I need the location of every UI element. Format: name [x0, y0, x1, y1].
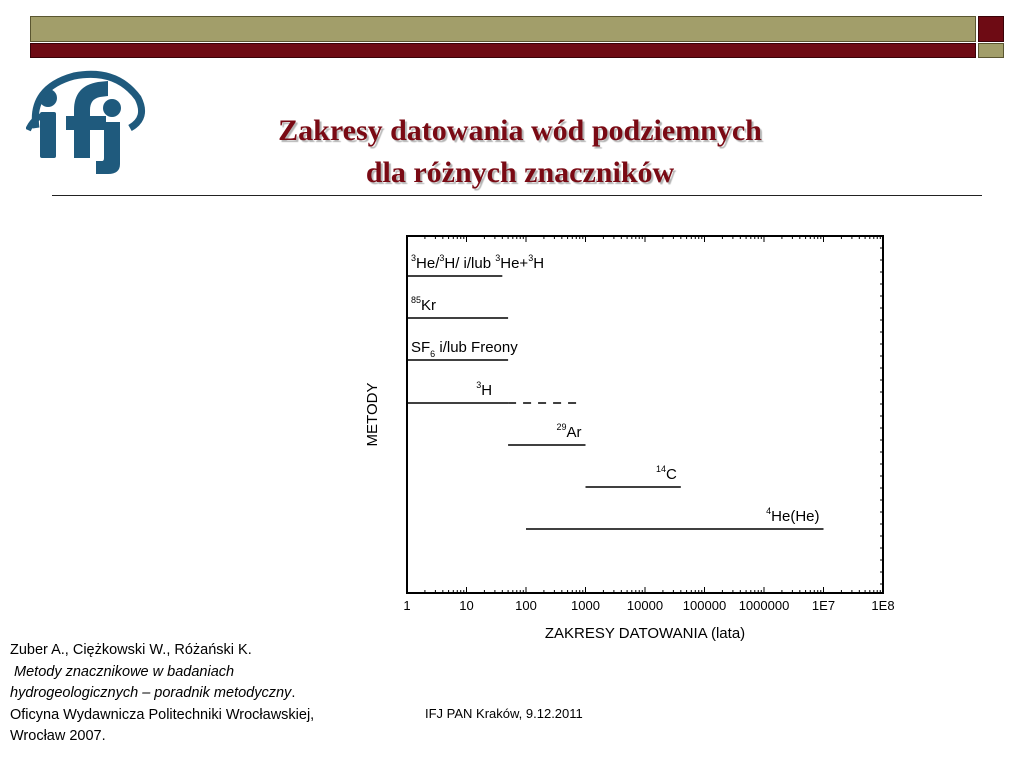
label-superscript: 4	[766, 506, 772, 516]
title-line-2: dla różnych znaczników	[365, 156, 675, 189]
olive-bar	[30, 16, 976, 42]
label-text: Ar	[566, 424, 582, 441]
x-tick-label: 10	[459, 598, 474, 613]
plot-frame	[407, 236, 883, 593]
citation-title-end: .	[291, 685, 296, 701]
label-superscript: 14	[655, 464, 666, 474]
label-text: SF	[411, 339, 431, 356]
x-tick-label: 1E8	[871, 598, 895, 613]
label-superscript: 3	[439, 253, 445, 263]
x-tick-label: 100000	[682, 598, 727, 613]
citation-title-1	[10, 662, 400, 684]
label-text: H	[533, 255, 545, 272]
label-text: H	[481, 382, 493, 399]
maroon-square	[978, 16, 1004, 42]
label-superscript: 3	[411, 253, 417, 263]
x-tick-label: 1000000	[738, 598, 790, 613]
x-tick-label: 1000	[571, 598, 600, 613]
label-text: He/	[416, 255, 440, 272]
citation-place-year: Wrocław 2007.	[10, 728, 106, 744]
label-text: C	[665, 466, 677, 483]
range-bar-label	[476, 380, 492, 399]
range-bar-label	[766, 506, 819, 525]
x-axis-label: ZAKRESY DATOWANIA (lata)	[544, 625, 746, 642]
citation	[10, 640, 400, 748]
range-bar-label	[656, 464, 677, 483]
label-text: i/lub Freony	[435, 339, 518, 356]
x-tick-label: 1E7	[811, 598, 836, 613]
ifj-logo	[26, 68, 148, 176]
label-text: Kr	[421, 297, 437, 314]
label-subscript: 6	[430, 349, 436, 359]
label-superscript: 3	[476, 380, 482, 390]
footer-text: IFJ PAN Kraków, 9.12.2011	[425, 706, 583, 721]
maroon-bar	[30, 43, 976, 58]
label-superscript: 29	[556, 422, 567, 432]
citation-authors: Zuber A., Ciężkowski W., Różański K.	[10, 642, 252, 658]
slide-title	[180, 110, 860, 194]
x-tick-label: 10000	[626, 598, 664, 613]
label-superscript: 3	[528, 253, 534, 263]
x-tick-label: 100	[515, 598, 537, 613]
x-tick-label: 1	[403, 598, 411, 613]
label-text: He+	[500, 255, 529, 272]
range-bar-label	[411, 295, 436, 314]
label-superscript: 85	[411, 295, 422, 305]
range-bar-label	[411, 253, 544, 272]
label-text: He(He)	[771, 508, 820, 525]
y-axis-label: METODY	[364, 382, 381, 447]
range-bar-label	[556, 422, 581, 441]
title-divider	[52, 195, 982, 196]
label-superscript: 3	[495, 253, 501, 263]
header-decoration	[30, 16, 1005, 59]
citation-publisher: Oficyna Wydawnicza Politechniki Wrocławskiej,	[10, 706, 315, 723]
title-line-1: Zakresy datowania wód podziemnych	[278, 114, 762, 147]
range-bar-label	[411, 339, 518, 359]
label-text: H/ i/lub	[444, 255, 496, 272]
citation-title-1-text: Metody znacznikowe w badaniach	[14, 663, 235, 680]
citation-title-2	[10, 683, 400, 705]
citation-title-2-text: hydrogeologicznych – poradnik metodyczny	[10, 685, 292, 701]
olive-square	[978, 43, 1004, 58]
dating-range-chart	[355, 222, 915, 647]
